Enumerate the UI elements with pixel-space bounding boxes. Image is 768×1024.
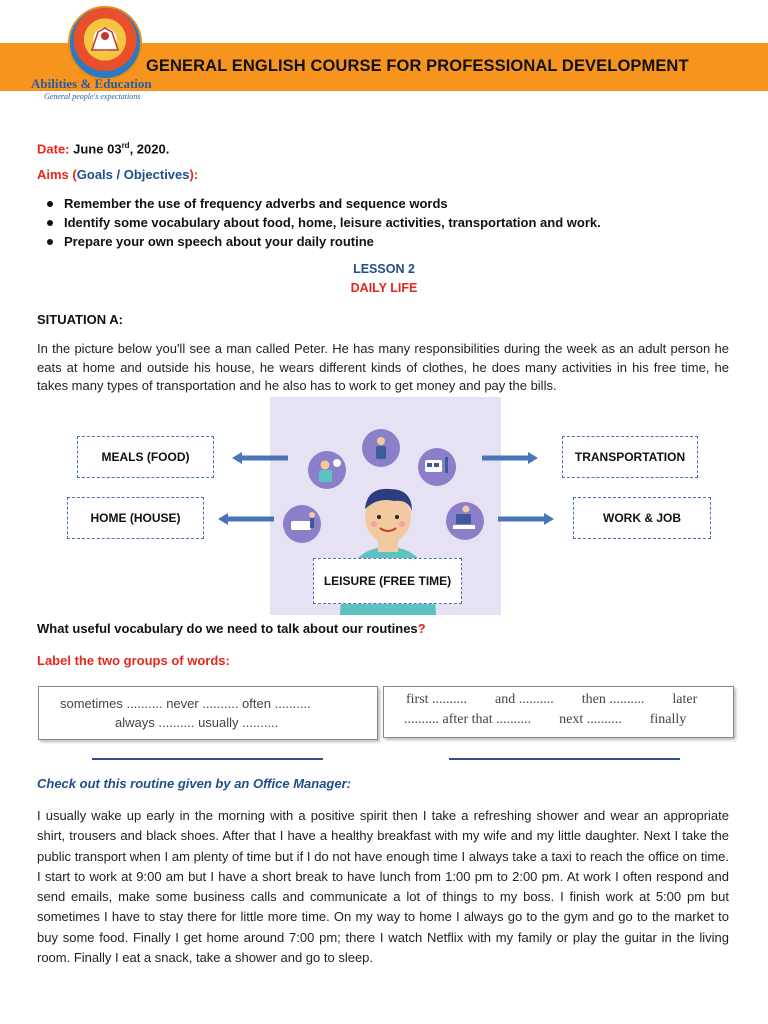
date-label: Date: <box>37 141 70 157</box>
course-title: GENERAL ENGLISH COURSE FOR PROFESSIONAL DEVELOPMENT <box>146 57 689 75</box>
meals-box: MEALS (FOOD) <box>77 436 214 478</box>
frequency-row: sometimes .......... never .......... often .......... <box>60 696 311 711</box>
lesson-title: DAILY LIFE <box>350 281 418 295</box>
date-year: , 2020. <box>129 141 170 157</box>
aims-item-text: Remember the use of frequency adverbs and sequence words <box>64 196 448 211</box>
aims-list-item <box>47 213 601 232</box>
aims-item-text: Identify some vocabulary about food, home, leisure activities, transportation and work. <box>64 215 601 230</box>
situation-label: SITUATION A: <box>37 312 123 327</box>
sequence-row: .......... after that .......... next .......... finally <box>404 712 687 727</box>
aims-list-item <box>47 232 601 251</box>
work-box: WORK & JOB <box>573 497 711 539</box>
bullet-icon <box>47 239 53 245</box>
frequency-words-box <box>38 686 378 740</box>
arrow-right-icon <box>482 452 538 464</box>
aims-goals: Goals <box>76 167 113 182</box>
aims-label: Aims <box>37 167 69 182</box>
vocabulary-question <box>37 619 426 638</box>
arrow-left-icon <box>232 452 288 464</box>
answer-line-frequency[interactable] <box>92 758 323 760</box>
bullet-icon <box>47 201 53 207</box>
bullet-icon <box>47 220 53 226</box>
answer-line-sequence[interactable] <box>449 758 680 760</box>
date-line <box>37 136 169 158</box>
routine-heading: Check out this routine given by an Office Manager: <box>37 776 351 791</box>
logo-name: Abilities & Education <box>31 76 152 91</box>
sequence-row: first .......... and .......... then .......... later <box>406 692 698 707</box>
aims-list <box>47 194 601 251</box>
logo-figure-icon <box>88 24 122 54</box>
aims-objectives: Objectives <box>123 167 190 182</box>
vocabulary-question-text: What useful vocabulary do we need to talk about our routines <box>37 621 418 636</box>
sequence-words-box <box>383 686 734 738</box>
logo-tagline: General people's expectations <box>44 92 141 101</box>
lesson-number: LESSON 2 <box>353 262 415 276</box>
question-mark: ? <box>417 621 426 636</box>
leisure-box: LEISURE (FREE TIME) <box>313 558 462 604</box>
situation-paragraph: In the picture below you'll see a man called Peter. He has many responsibilities during the week as an adult person he eats at home and outside his house, he wears different kinds of clothes, he does many activities in his free time, he takes many types of transportation and he also has to work to get money and pay the bills. <box>37 341 729 393</box>
arrow-right-icon <box>498 513 554 525</box>
routine-paragraph: I usually wake up early in the morning with a positive spirit then I take a refreshing shower and wear an appropriate shirt, trousers and black shoes. After that I have a healthy breakfast with my wife and my little daughter. Next I take the public transport when I am plenty of time but if I do not have enough time I always take a taxi to reach the office on time. I start to work at 9:00 am but I have a short break to have lunch from 1:00 pm to 2:00 pm. At work I often respond and send emails, make some business calls and communicate a lot of things to my boss. I finish work at 5:00 pm but sometimes I have to stay there for little more time. On my way to home I always go to the gym and go to the market to buy some food. Finally I get home around 7:00 pm; there I watch Netflix with my family or play the guitar in the living room. Finally I eat a snack, take a shower and go to sleep. <box>37 808 729 966</box>
date-value: June 03 <box>73 141 122 157</box>
aims-open-paren: ( <box>72 167 77 182</box>
aims-slash: / <box>112 167 124 182</box>
aims-item-text: Prepare your own speech about your daily routine <box>64 234 374 249</box>
aims-heading <box>37 165 198 184</box>
label-task: Label the two groups of words: <box>37 653 230 668</box>
transportation-box: TRANSPORTATION <box>562 436 698 478</box>
arrow-left-icon <box>218 513 274 525</box>
home-box: HOME (HOUSE) <box>67 497 204 539</box>
date-suffix: rd <box>121 141 130 150</box>
frequency-row: always .......... usually .......... <box>115 715 279 730</box>
aims-close-paren: ): <box>189 167 199 182</box>
aims-list-item <box>47 194 601 213</box>
